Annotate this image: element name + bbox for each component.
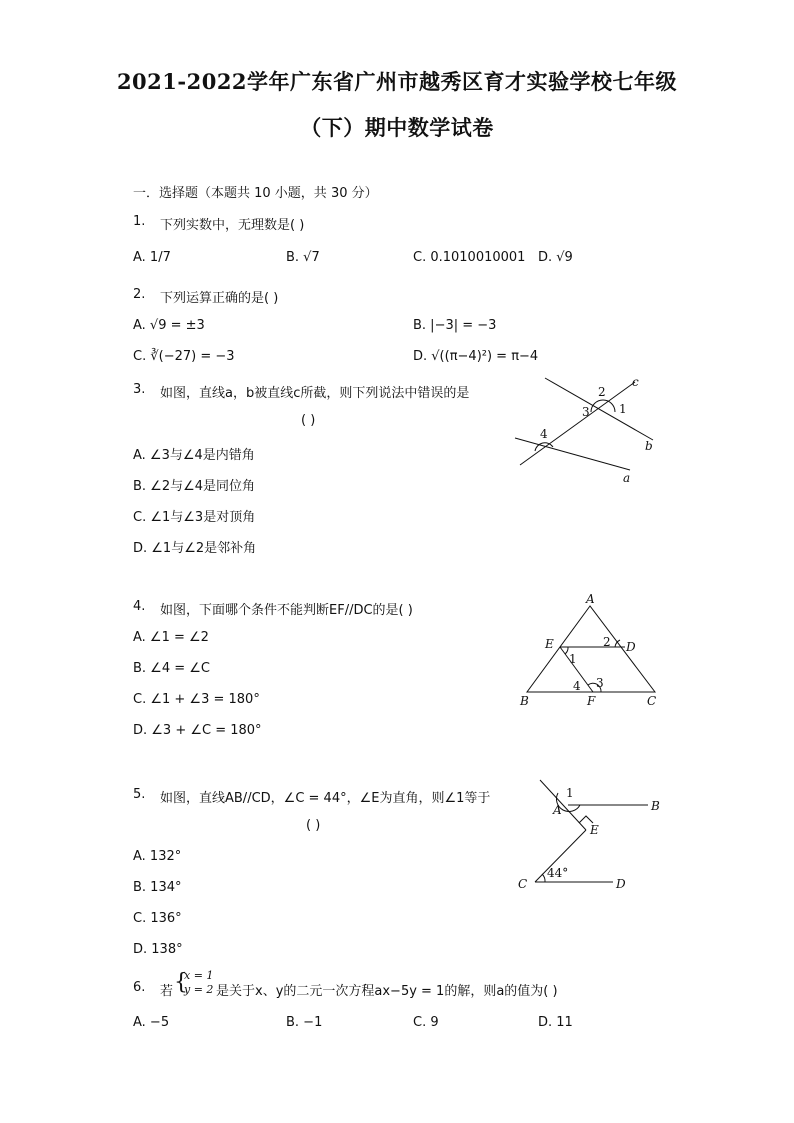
question-1-option-d: D. √9: [538, 250, 573, 265]
question-1-text: 下列实数中，无理数是( ): [160, 218, 305, 233]
question-1-number: 1.: [133, 214, 146, 229]
fig5-label-1: 1: [566, 786, 574, 800]
question-6-text: 是关于x、y的二元一次方程ax−5y = 1的解，则a的值为( ): [216, 984, 558, 999]
question-5-option-b: B. 134°: [133, 880, 182, 895]
question-5-number: 5.: [133, 787, 146, 802]
question-4-option-b: B. ∠4 = ∠C: [133, 661, 210, 676]
fig4-label-1: 1: [569, 652, 577, 666]
question-6-number: 6.: [133, 980, 146, 995]
fig3-label-3: 3: [582, 405, 590, 419]
fig4-label-f: F: [587, 694, 596, 708]
question-3-option-a: A. ∠3与∠4是内错角: [133, 448, 255, 463]
exam-title-line1: 2021-2022学年广东省广州市越秀区育才实验学校七年级: [116, 69, 678, 94]
question-2-option-c: C. ∛(−27) = −3: [133, 349, 235, 364]
question-4-option-a: A. ∠1 = ∠2: [133, 630, 209, 645]
fig5-label-a: A: [553, 803, 562, 817]
question-3-number: 3.: [133, 382, 146, 397]
question-1-option-b: B. √7: [286, 250, 320, 265]
question-5-answer-paren: ( ): [306, 818, 321, 833]
question-3-option-c: C. ∠1与∠3是对顶角: [133, 510, 256, 525]
fig4-label-4: 4: [573, 679, 581, 693]
question-3-text: 如图，直线a，b被直线c所截，则下列说法中错误的是: [160, 386, 470, 401]
question-4-option-d: D. ∠3 + ∠C = 180°: [133, 723, 262, 738]
question-5-figure: [510, 775, 670, 895]
fig5-label-d: D: [616, 877, 626, 891]
fig5-label-44: 44°: [547, 866, 569, 880]
section-heading: 一．选择题（本题共 10 小题，共 30 分）: [133, 186, 378, 201]
question-3-option-d: D. ∠1与∠2是邻补角: [133, 541, 257, 556]
question-5-option-c: C. 136°: [133, 911, 182, 926]
fig4-label-b: B: [520, 694, 529, 708]
fig4-label-e: E: [545, 637, 554, 651]
question-5-option-d: D. 138°: [133, 942, 183, 957]
fig3-label-c: c: [632, 375, 639, 389]
question-6-option-c: C. 9: [413, 1015, 439, 1030]
question-3-option-b: B. ∠2与∠4是同位角: [133, 479, 256, 494]
fig3-label-4: 4: [540, 427, 548, 441]
question-3-answer-paren: ( ): [301, 413, 316, 428]
question-4-option-c: C. ∠1 + ∠3 = 180°: [133, 692, 260, 707]
question-1-option-c: C. 0.1010010001: [413, 250, 526, 265]
fig5-label-e: E: [590, 823, 599, 837]
equation-system-y: y = 2: [184, 983, 214, 996]
question-6-option-d: D. 11: [538, 1015, 573, 1030]
fig3-label-b: b: [645, 439, 653, 453]
right-angle-mark: [579, 816, 593, 823]
question-6-option-a: A. −5: [133, 1015, 170, 1030]
angle-arc-c: [542, 874, 545, 882]
equation-system-brace: {: [174, 970, 188, 995]
line-c: [520, 382, 635, 465]
fig3-label-a: a: [623, 471, 631, 485]
question-5-option-a: A. 132°: [133, 849, 182, 864]
fig4-label-2: 2: [603, 635, 611, 649]
line-a: [515, 438, 630, 470]
question-4-figure: [515, 590, 665, 715]
question-1-option-a: A. 1/7: [133, 250, 171, 265]
fig3-label-2: 2: [598, 385, 606, 399]
fig5-label-b: B: [651, 799, 660, 813]
fig5-label-c: C: [518, 877, 528, 891]
angle-arc-2: [615, 640, 620, 647]
question-6-prefix: 若: [160, 984, 174, 999]
question-4-number: 4.: [133, 599, 146, 614]
question-2-option-d: D. √((π−4)²) = π−4: [413, 349, 539, 364]
exam-title-line2: （下）期中数学试卷: [300, 115, 494, 140]
fig4-label-3: 3: [596, 676, 604, 690]
angle-arc-1: [565, 647, 568, 654]
question-5-text: 如图，直线AB//CD，∠C = 44°，∠E为直角，则∠1等于: [160, 791, 491, 806]
question-2-option-b: B. |−3| = −3: [413, 318, 497, 333]
fig4-label-a: A: [586, 592, 595, 606]
fig3-label-1: 1: [619, 402, 627, 416]
question-6-option-b: B. −1: [286, 1015, 323, 1030]
question-2-number: 2.: [133, 287, 146, 302]
question-3-figure: [505, 370, 665, 490]
question-2-text: 下列运算正确的是( ): [160, 291, 279, 306]
question-4-text: 如图，下面哪个条件不能判断EF//DC的是( ): [160, 603, 413, 618]
equation-system-x: x = 1: [184, 969, 214, 982]
fig4-label-d: D: [626, 640, 636, 654]
fig4-label-c: C: [647, 694, 657, 708]
question-2-option-a: A. √9 = ±3: [133, 318, 205, 333]
